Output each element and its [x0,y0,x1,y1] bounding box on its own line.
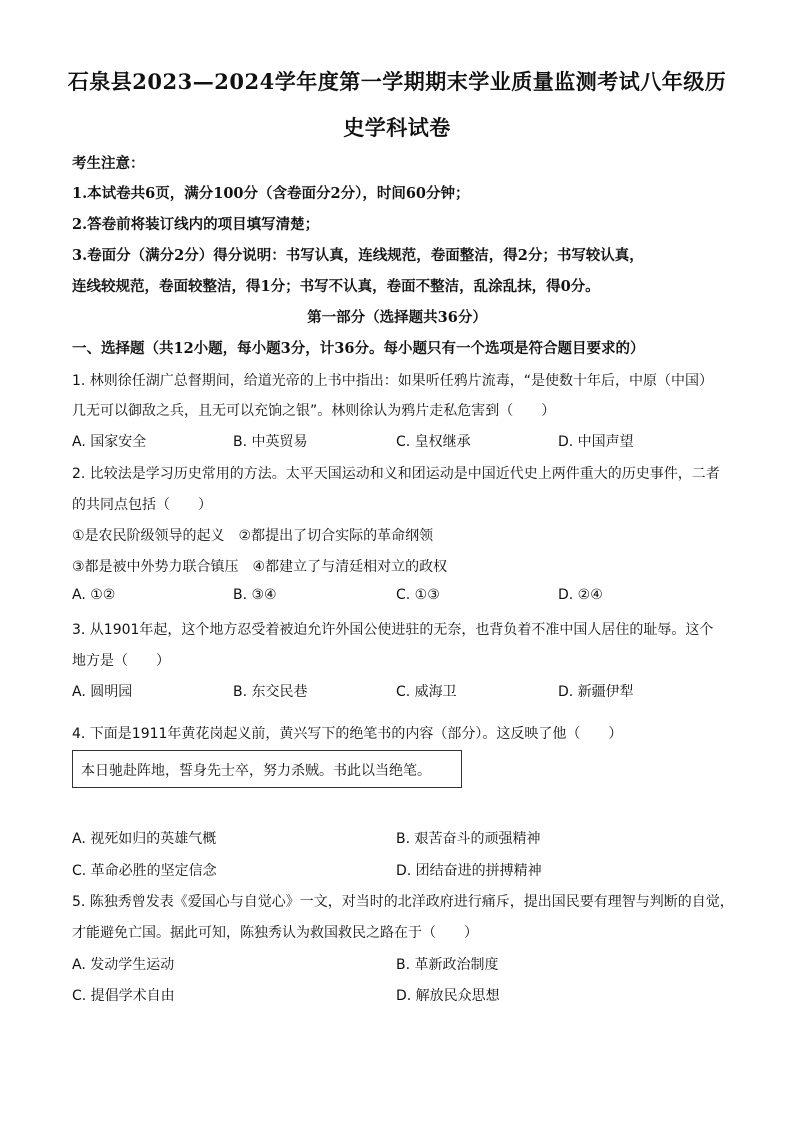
notice-item: 连线较规范，卷面较整洁，得1分；书写不认真，卷面不整洁，乱涂乱抹，得0分。 [72,278,600,295]
question-4-quote-box [72,750,462,788]
question-2-statement: ③都是被中外势力联合镇压 ④都建立了与清廷相对立的政权 [72,559,448,575]
question-2-line: 2. 比较法是学习历史常用的方法。太平天国运动和义和团运动是中国近代史上两件重大的历史事件，二者 [72,466,720,482]
question-4-option-b: B. 艰苦奋斗的顽强精神 [396,831,541,847]
question-3-option-a: A. 圆明园 [72,684,133,700]
question-4-line: 4. 下面是1911年黄花岗起义前，黄兴写下的绝笔书的内容（部分）。这反映了他（ ） [72,726,623,742]
question-4-option-d: D. 团结奋进的拼搏精神 [396,863,542,879]
question-1-line: 1. 林则徐任湖广总督期间，给道光帝的上书中指出：如果听任鸦片流毒，“是使数十年后，中原（中国） [72,373,714,389]
part-title: 第一部分（选择题共36分） [307,309,487,326]
notice-item: 2.答卷前将装订线内的项目填写清楚； [72,216,320,233]
question-2-option-d: D. ②④ [558,587,603,603]
question-2-option-c: C. ①③ [396,587,440,603]
question-1-option-c: C. 皇权继承 [396,434,471,450]
question-5-line: 5. 陈独秀曾发表《爱国心与自觉心》一文，对当时的北洋政府进行痛斥，提出国民要有理智与判断的自觉， [72,894,734,910]
question-1-option-d: D. 中国声望 [558,434,634,450]
question-1-line: 几无可以御敌之兵，且无可以充饷之银”。林则徐认为鸦片走私危害到（ ） [72,403,556,419]
question-5-line: 才能避免亡国。据此可知，陈独秀认为救国救民之路在于（ ） [72,925,478,941]
question-4-quote: 本日驰赴阵地，誓身先士卒，努力杀贼。书此以当绝笔。 [81,763,431,779]
question-3-option-b: B. 东交民巷 [233,684,308,700]
question-4-option-a: A. 视死如归的英雄气概 [72,831,217,847]
notice-item: 3.卷面分（满分2分）得分说明：书写认真，连线规范，卷面整洁，得2分；书写较认真， [72,247,644,264]
question-3-line: 地方是（ ） [72,653,170,669]
question-2-statement: ①是农民阶级领导的起义 ②都提出了切合实际的革命纲领 [72,528,434,544]
question-5-option-c: C. 提倡学术自由 [72,988,175,1004]
section-title: 一、选择题（共12小题，每小题3分，计36分。每小题只有一个选项是符合题目要求的） [72,340,645,357]
question-1-option-a: A. 国家安全 [72,434,147,450]
question-5-option-d: D. 解放民众思想 [396,988,500,1004]
exam-title-line-2: 史学科试卷 [343,115,451,140]
question-4-option-c: C. 革命必胜的坚定信念 [72,863,217,879]
question-3-line: 3. 从1901年起，这个地方忍受着被迫允许外国公使进驻的无奈，也背负着不准中国人居住的耻辱。这个 [72,622,714,638]
question-1-option-b: B. 中英贸易 [233,434,308,450]
question-3-option-d: D. 新疆伊犁 [558,684,634,700]
question-2-option-a: A. ①② [72,587,116,603]
question-2-option-b: B. ③④ [233,587,277,603]
question-5-option-b: B. 革新政治制度 [396,957,499,973]
notice-item: 1.本试卷共6页，满分100分（含卷面分2分），时间60分钟； [72,185,470,202]
exam-title-line-1: 石泉县2023—2024学年度第一学期期末学业质量监测考试八年级历 [67,69,727,94]
question-5-option-a: A. 发动学生运动 [72,957,175,973]
question-3-option-c: C. 威海卫 [396,684,457,700]
notice-heading: 考生注意： [72,155,145,172]
question-2-line: 的共同点包括（ ） [72,497,212,513]
